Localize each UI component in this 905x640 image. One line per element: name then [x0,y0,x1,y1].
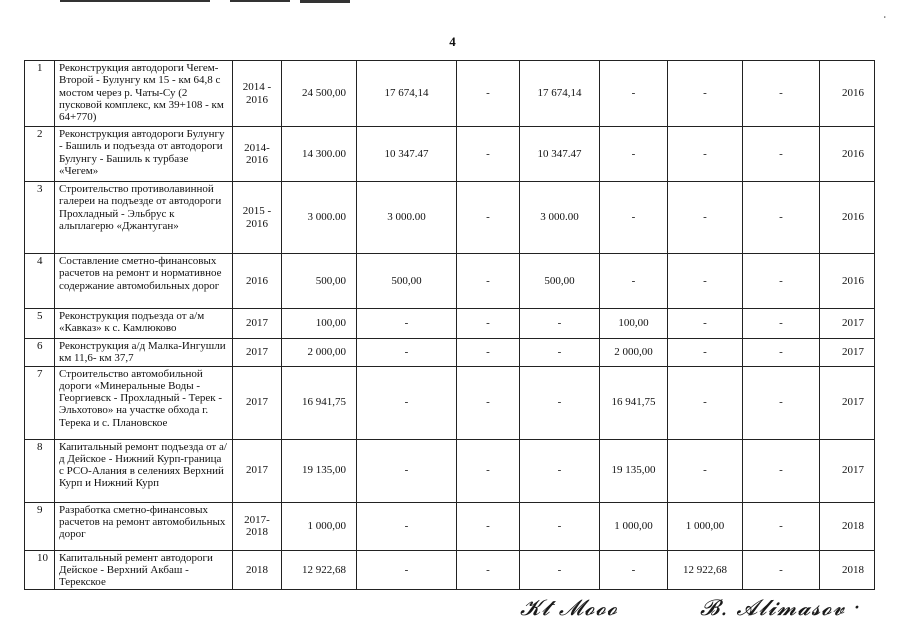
amount-col9: - [743,309,820,339]
amount-col4: 10 347.47 [357,127,457,182]
work-name: Строительство противолавинной галереи на подъезде от автодороги Прохладный - Эльбрус к альплагерю «Джантуган» [55,182,233,254]
completion-year: 2016 [820,61,875,127]
work-name: Капитальный ремонт подъезда от а/д Дейское - Нижний Курп-граница с РСО-Алания в селениях Верхний Курп и Нижний Курп [55,439,233,502]
amount-col4: - [357,439,457,502]
table-row [25,127,875,182]
program-table [24,60,875,590]
completion-year: 2017 [820,339,875,367]
work-name: Реконструкция а/д Малка-Ингушли км 11,6- км 37,7 [55,339,233,367]
signature-1: 𝓚𝓽 𝓜𝓸𝓸𝓸 [520,596,619,621]
amount-col5: - [457,127,520,182]
period: 2017- 2018 [233,502,282,550]
completion-year: 2016 [820,254,875,309]
table-row [25,309,875,339]
table-row [25,366,875,439]
amount-col8: - [668,439,743,502]
row-number: 8 [25,439,55,502]
amount-col9: - [743,550,820,590]
amount-col4: - [357,309,457,339]
completion-year: 2018 [820,502,875,550]
amount-col8: 1 000,00 [668,502,743,550]
period: 2018 [233,550,282,590]
total-amount: 12 922,68 [282,550,357,590]
amount-col8: - [668,254,743,309]
work-name: Составление сметно-финансовых расчетов на ремонт и нормативное содержание автомобильных дорог [55,254,233,309]
row-number: 7 [25,366,55,439]
amount-col9: - [743,254,820,309]
amount-col4: - [357,502,457,550]
period: 2017 [233,439,282,502]
completion-year: 2016 [820,127,875,182]
signature-2: 𝓑. 𝓐𝓵𝓲𝓶𝓪𝓼𝓸𝓿 · [700,596,862,621]
amount-col5: - [457,182,520,254]
amount-col9: - [743,182,820,254]
amount-col9: - [743,439,820,502]
amount-col6: 500,00 [520,254,600,309]
row-number: 3 [25,182,55,254]
amount-col8: 12 922,68 [668,550,743,590]
table-row [25,254,875,309]
period: 2015 - 2016 [233,182,282,254]
completion-year: 2017 [820,366,875,439]
amount-col4: 500,00 [357,254,457,309]
table-row [25,61,875,127]
amount-col6: - [520,439,600,502]
table-row [25,550,875,590]
amount-col5: - [457,439,520,502]
completion-year: 2016 [820,182,875,254]
table-row [25,182,875,254]
amount-col4: - [357,339,457,367]
amount-col9: - [743,366,820,439]
total-amount: 2 000,00 [282,339,357,367]
amount-col9: - [743,127,820,182]
work-name: Капитальный ремент автодороги Дейское - Верхний Акбаш - Терекское [55,550,233,590]
completion-year: 2017 [820,309,875,339]
row-number: 9 [25,502,55,550]
completion-year: 2017 [820,439,875,502]
row-number: 10 [25,550,55,590]
amount-col6: - [520,366,600,439]
work-name: Реконструкция автодороги Чегем-Второй - Булунгу км 15 - км 64,8 с мостом через р. Чаты-Су (2 пусковой комплекс, км 39+108 - км 64+770) [55,61,233,127]
corner-mark: · [880,9,890,25]
row-number: 1 [25,61,55,127]
amount-col5: - [457,502,520,550]
completion-year: 2018 [820,550,875,590]
period: 2017 [233,366,282,439]
work-name: Разработка сметно-финансовых расчетов на ремонт автомобильных дорог [55,502,233,550]
amount-col7: - [600,61,668,127]
row-number: 5 [25,309,55,339]
amount-col4: 3 000.00 [357,182,457,254]
amount-col6: - [520,309,600,339]
amount-col6: - [520,339,600,367]
work-name: Реконструкция автодороги Булунгу - Башиль и подъезда от автодороги Булунгу - Башиль к турбазе «Чегем» [55,127,233,182]
work-name: Реконструкция подъезда от а/м «Кавказ» к с. Камлюково [55,309,233,339]
amount-col5: - [457,366,520,439]
amount-col7: 100,00 [600,309,668,339]
amount-col4: 17 674,14 [357,61,457,127]
period: 2014- 2016 [233,127,282,182]
amount-col8: - [668,366,743,439]
amount-col6: 17 674,14 [520,61,600,127]
amount-col9: - [743,339,820,367]
amount-col6: 10 347.47 [520,127,600,182]
total-amount: 3 000.00 [282,182,357,254]
amount-col7: - [600,182,668,254]
total-amount: 100,00 [282,309,357,339]
period: 2017 [233,339,282,367]
amount-col7: - [600,254,668,309]
table-row [25,439,875,502]
amount-col8: - [668,309,743,339]
amount-col4: - [357,366,457,439]
amount-col7: - [600,550,668,590]
amount-col7: 2 000,00 [600,339,668,367]
amount-col5: - [457,339,520,367]
total-amount: 24 500,00 [282,61,357,127]
amount-col6: - [520,502,600,550]
amount-col5: - [457,254,520,309]
amount-col6: - [520,550,600,590]
amount-col7: 19 135,00 [600,439,668,502]
row-number: 2 [25,127,55,182]
amount-col7: - [600,127,668,182]
row-number: 6 [25,339,55,367]
total-amount: 1 000,00 [282,502,357,550]
amount-col5: - [457,61,520,127]
amount-col7: 16 941,75 [600,366,668,439]
table-row [25,339,875,367]
total-amount: 16 941,75 [282,366,357,439]
amount-col6: 3 000.00 [520,182,600,254]
amount-col8: - [668,127,743,182]
top-scan-line [60,0,360,3]
amount-col9: - [743,61,820,127]
amount-col5: - [457,309,520,339]
period: 2017 [233,309,282,339]
amount-col8: - [668,339,743,367]
amount-col9: - [743,502,820,550]
table-row [25,502,875,550]
total-amount: 19 135,00 [282,439,357,502]
page-number: 4 [449,34,456,49]
amount-col8: - [668,61,743,127]
total-amount: 500,00 [282,254,357,309]
period: 2014 - 2016 [233,61,282,127]
work-name: Строительство автомобильной дороги «Минеральные Воды - Георгиевск - Прохладный - Терек - Эльхотово» на участке обхода г. Терека и с. Плановское [55,366,233,439]
amount-col5: - [457,550,520,590]
row-number: 4 [25,254,55,309]
amount-col7: 1 000,00 [600,502,668,550]
total-amount: 14 300.00 [282,127,357,182]
period: 2016 [233,254,282,309]
amount-col8: - [668,182,743,254]
amount-col4: - [357,550,457,590]
